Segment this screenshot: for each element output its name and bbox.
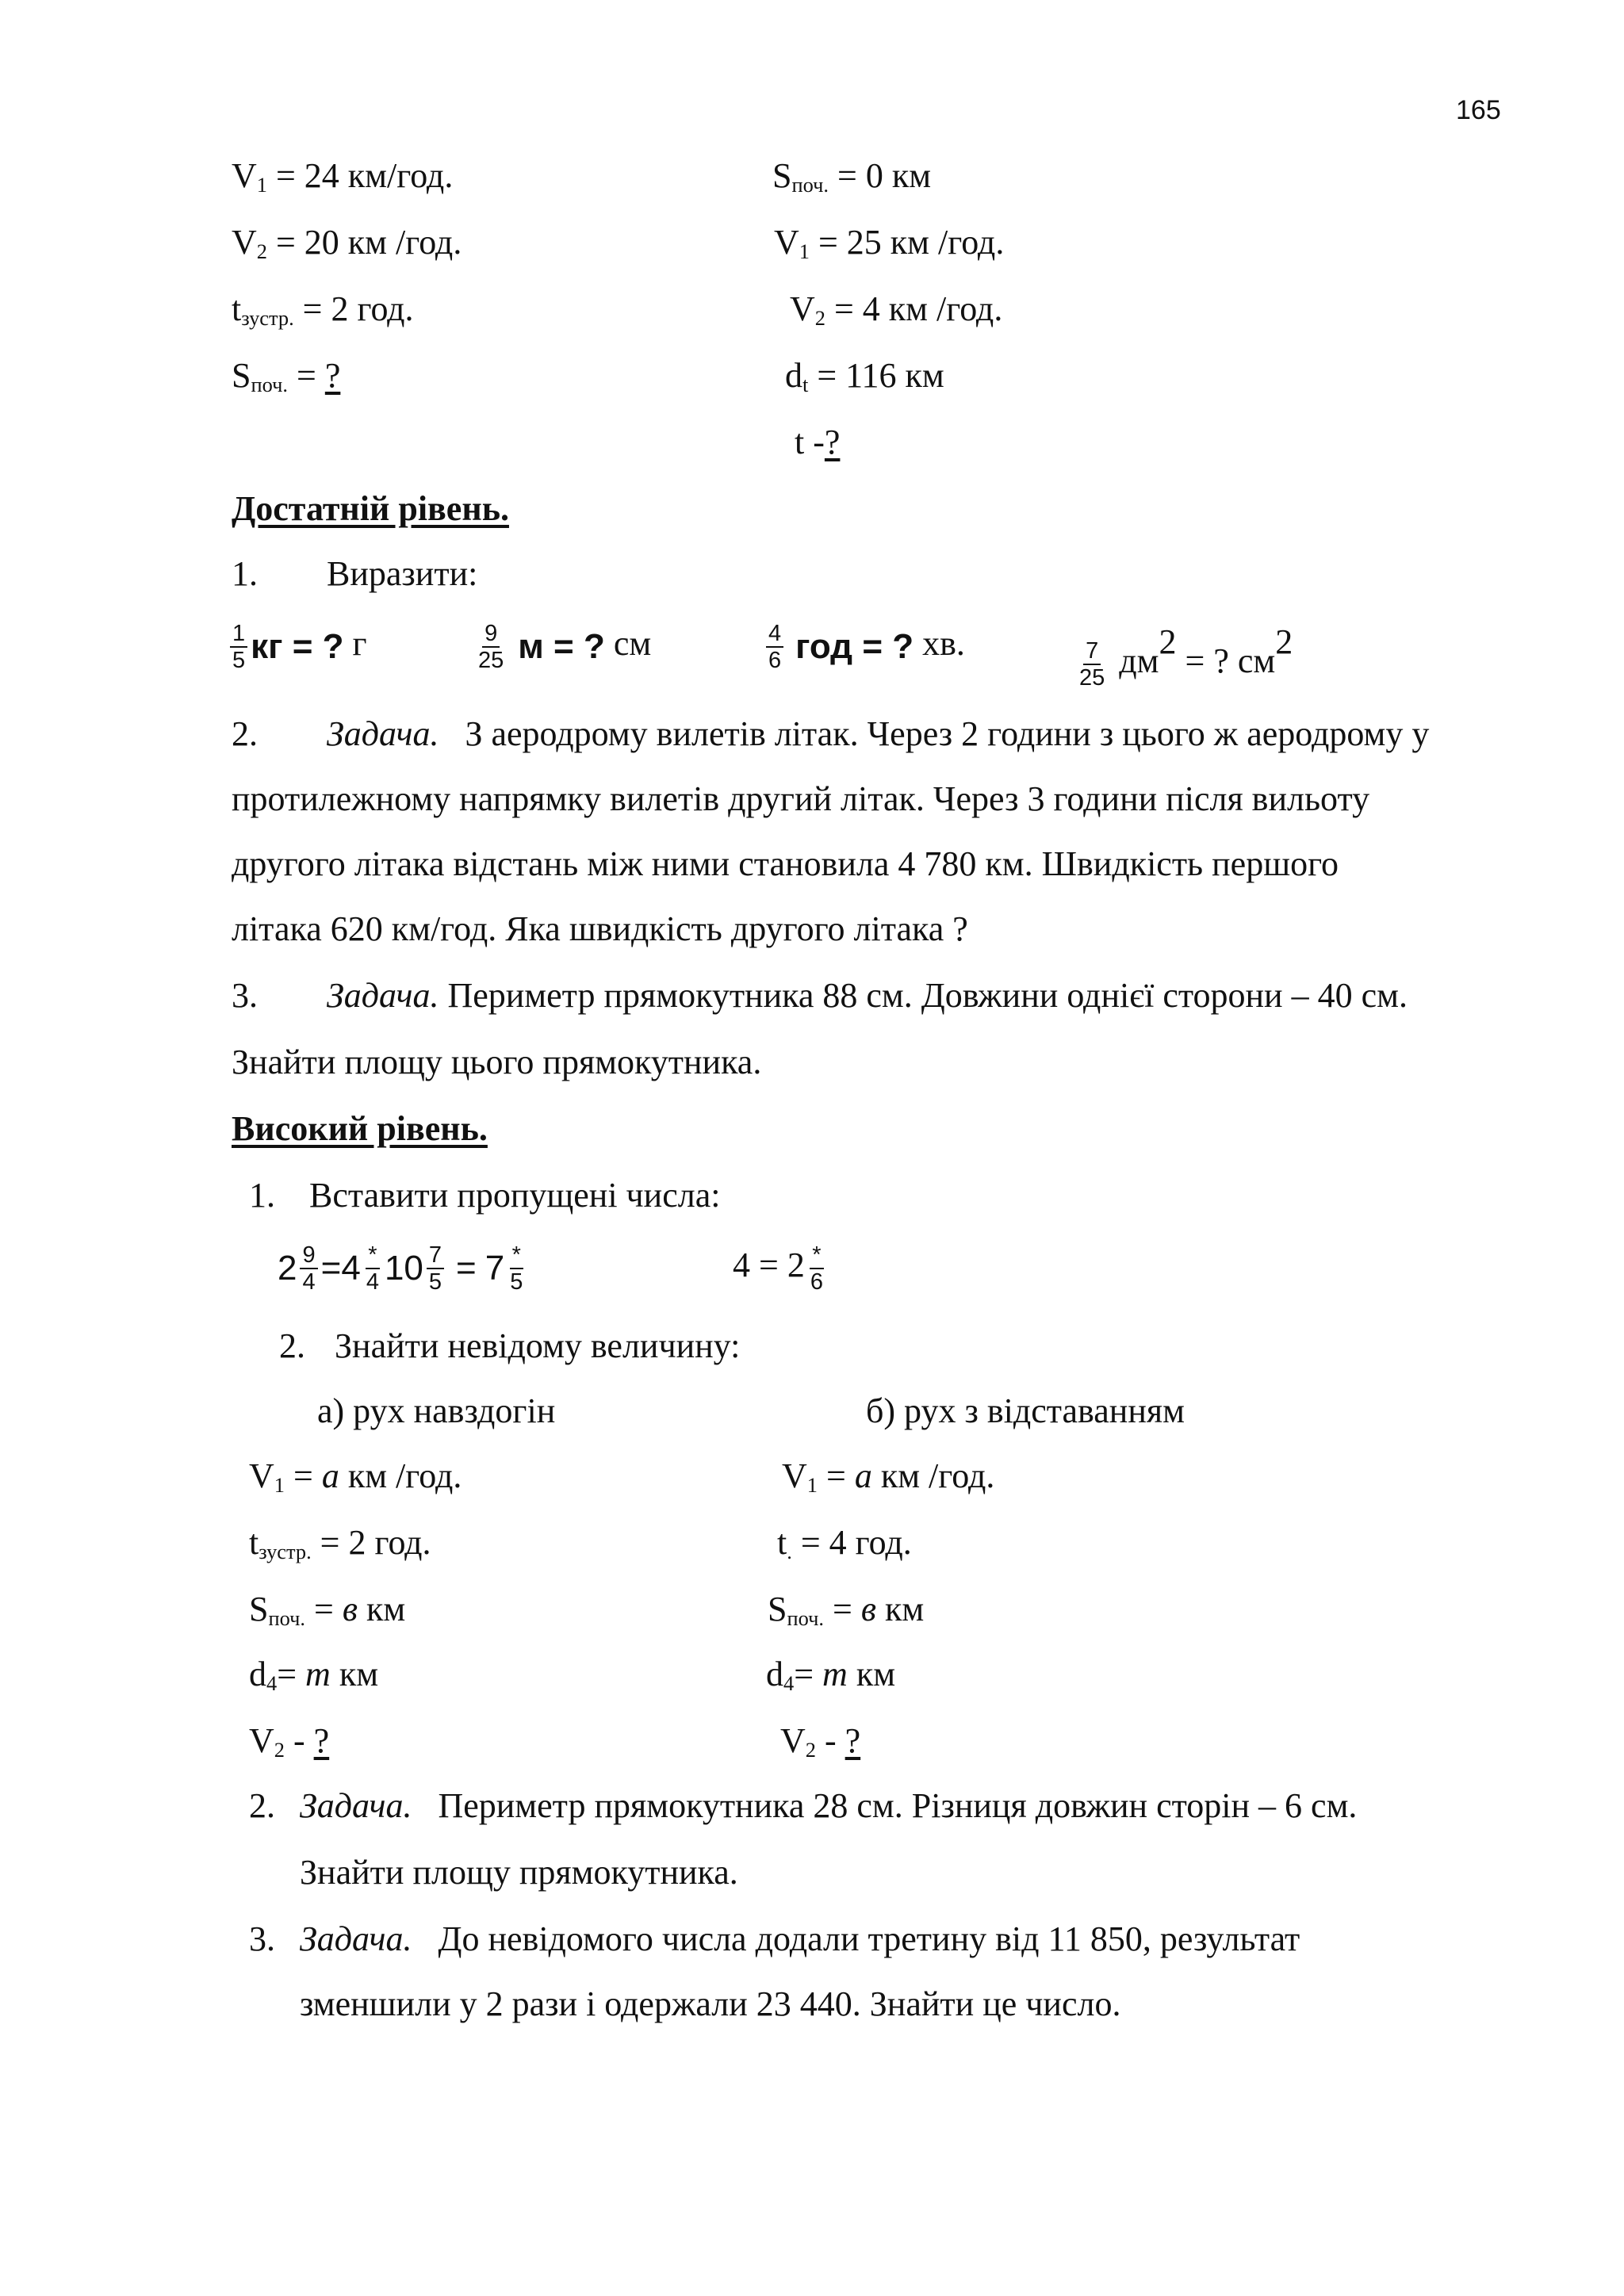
task-line: зменшили у 2 рази і одержали 23 440. Знайти це число.	[300, 1984, 1121, 2023]
task-line: Задача. До невідомого числа додали третину від 11 850, результат	[300, 1919, 1300, 1958]
conversion-item: $\frac{9}{25}$ м = ? см	[473, 620, 651, 673]
task-number: 3.	[249, 1919, 275, 1958]
fraction: $\frac{9}{4}$	[300, 1242, 317, 1295]
given-line: $t_{зустр.} = 2$ год.	[232, 289, 414, 330]
task-line: Задача. Периметр прямокутника 88 см. Довжини однієї сторони – 40 см.	[327, 976, 1408, 1015]
task-number: 2.	[232, 714, 258, 753]
task-line: протилежному напрямку вилетів другий літак. Через 3 години після вильоту	[232, 779, 1370, 818]
task-line: Задача. З аеродрому вилетів літак. Через 2 години з цього ж аеродрому у	[327, 714, 1430, 753]
unknown-line: t -?	[795, 423, 841, 461]
task-number: 2.	[279, 1326, 305, 1365]
fraction: $\frac{9}{25}$	[478, 620, 504, 673]
section-heading-sufficient: Достатній рівень.	[232, 489, 509, 528]
given-line: $S_{поч.} = в$ км	[768, 1590, 925, 1630]
subtask-label-a: а) рух навздогін	[317, 1391, 556, 1430]
given-line: $d_4= т$ км	[766, 1655, 896, 1695]
page-number: 165	[1456, 95, 1501, 125]
conversion-item: $\frac{7}{25}$ $дм^2$ = ? $см^2$	[1074, 620, 1293, 691]
given-line: $V_1 = а$ км /год.	[782, 1456, 995, 1497]
given-line: $t_. = 4$ год.	[777, 1523, 912, 1563]
fraction: $\frac{7}{5}$	[427, 1242, 444, 1295]
given-line: $d_4= т$ км	[249, 1655, 379, 1695]
task-line: Задача. Периметр прямокутника 28 см. Різниця довжин сторін – 6 см.	[300, 1786, 1358, 1825]
given-line: $S_{поч.}$ = ?	[232, 356, 341, 396]
fraction: $\frac{*}{5}$	[510, 1242, 523, 1295]
given-line: $d_t = 116$ км	[785, 356, 944, 396]
task-number: 1.	[249, 1176, 275, 1215]
task-line: Знайти площу цього прямокутника.	[232, 1043, 762, 1081]
conversion-item: $\frac{4}{6}$ год = ? хв.	[763, 620, 965, 673]
task-text: Вставити пропущені числа:	[309, 1176, 721, 1215]
unknown-line: $V_2$ - ?	[249, 1721, 330, 1762]
task-number: 3.	[232, 976, 258, 1015]
subtask-label-b: б) рух з відставанням	[866, 1391, 1185, 1430]
fraction: $\frac{*}{4}$	[366, 1242, 379, 1295]
section-heading-high: Високий рівень.	[232, 1109, 488, 1148]
given-line: $V_1 = 25$ км /год.	[774, 223, 1005, 263]
task-line: літака 620 км/год. Яка швидкість другого літака ?	[232, 909, 968, 948]
task-number: 1.	[232, 554, 258, 593]
given-line: $V_1 = 24$ км/год.	[232, 156, 454, 197]
fraction: $\frac{7}{25}$	[1079, 638, 1105, 691]
fraction: $\frac{*}{6}$	[810, 1242, 823, 1295]
task-text: Знайти невідому величину:	[335, 1326, 741, 1365]
given-line: $V_1 = а$ км /год.	[249, 1456, 462, 1497]
fraction: $\frac{1}{5}$	[230, 621, 247, 673]
task-line: Знайти площу прямокутника.	[300, 1853, 738, 1892]
given-line: $t_{зустр.} = 2$ год.	[249, 1523, 431, 1563]
given-line: $S_{поч.} = 0$ км	[772, 156, 932, 197]
fraction: $\frac{4}{6}$	[766, 621, 783, 673]
conversion-item: $\frac{1}{5}$ кг = ? г	[227, 620, 367, 673]
given-line: $V_2 = 4$ км /год.	[790, 289, 1003, 330]
task-number: 2.	[249, 1786, 275, 1825]
given-line: $S_{поч.} = в$ км	[249, 1590, 406, 1630]
fill-in-expression: 4 = 2 $\frac{*}{6}$	[733, 1242, 829, 1295]
task-text: Виразити:	[327, 554, 478, 593]
task-line: другого літака відстань між ними становила 4 780 км. Швидкість першого	[232, 844, 1339, 883]
unknown-line: $V_2$ - ?	[780, 1721, 861, 1762]
given-line: $V_2 = 20$ км /год.	[232, 223, 462, 263]
fill-in-expression: 2 $\frac{9}{4}$ =4 $\frac{*}{4}$ 10 $\frac{7}{5}$ = 7 $\frac{*}{5}$	[278, 1242, 528, 1295]
